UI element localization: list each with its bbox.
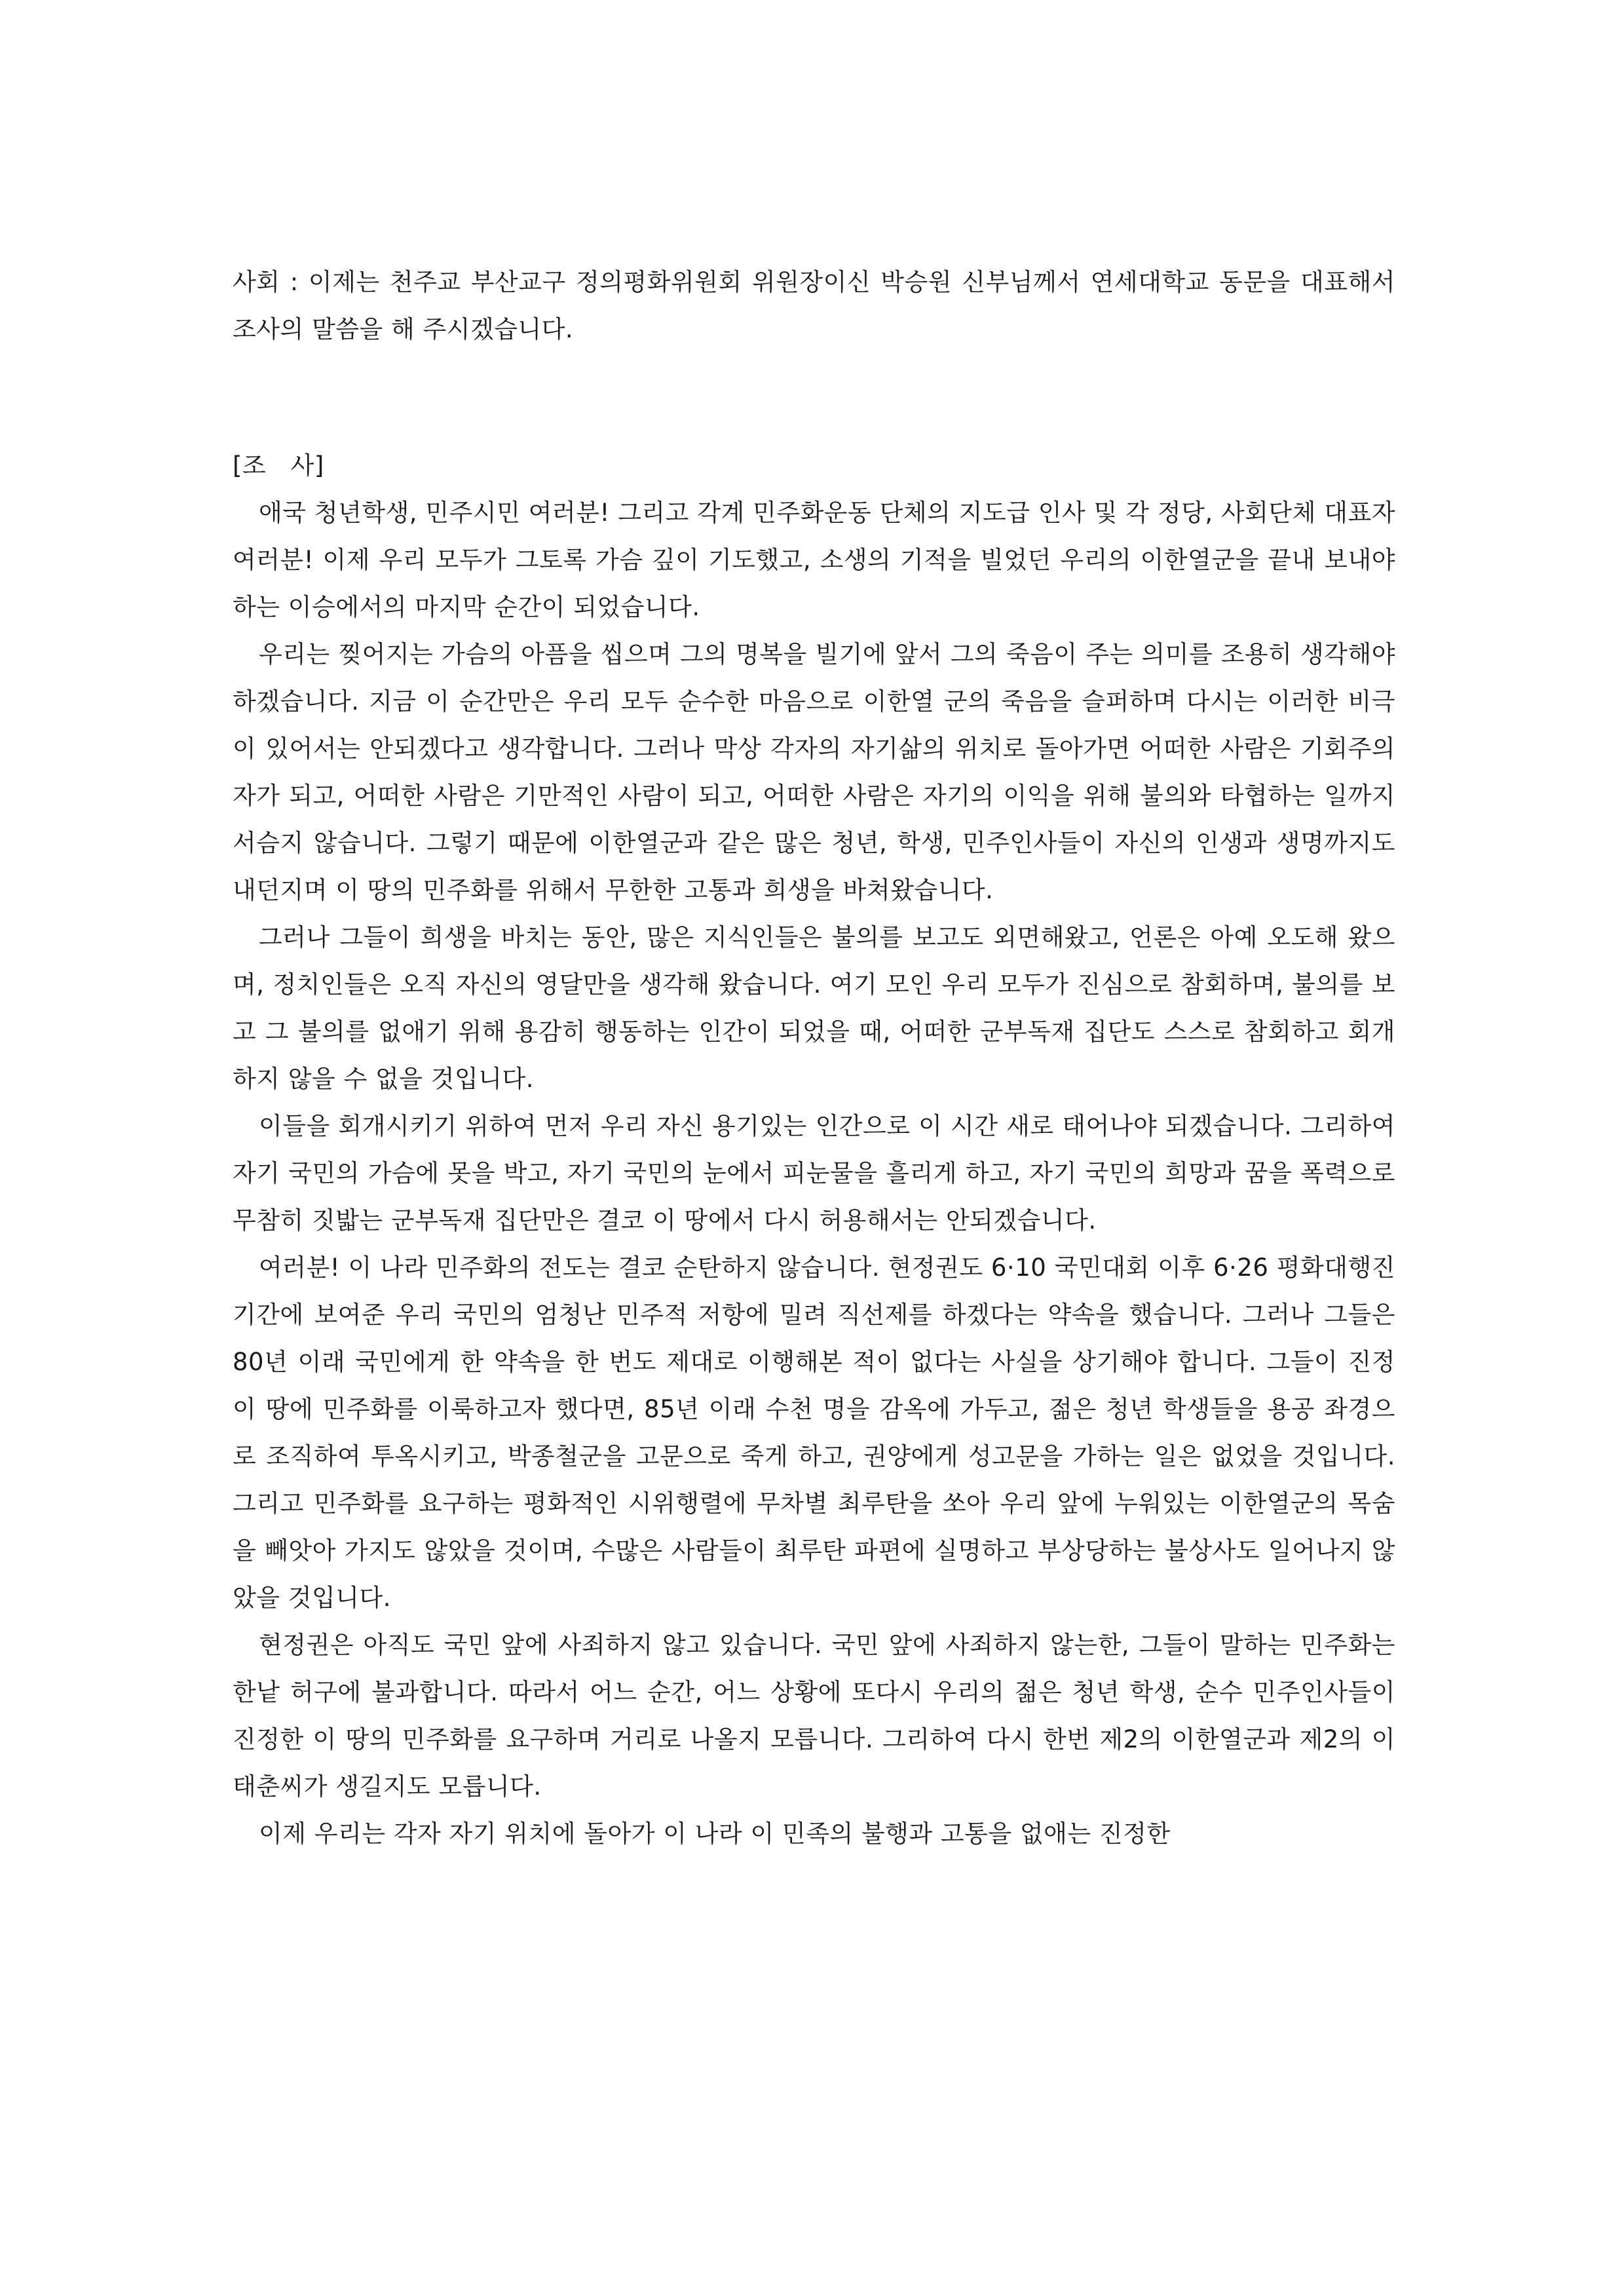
document-page <box>233 259 1395 1858</box>
section-spacer <box>233 353 1395 442</box>
body-paragraph-6: 현정권은 아직도 국민 앞에 사죄하지 않고 있습니다. 국민 앞에 사죄하지 않는한, 그들이 말하는 민주화는 한낱 허구에 불과합니다. 따라서 어느 순간, 어느 상황에 또다시 우리의 젊은 청년 학생, 순수 민주인사들이 진정한 이 땅의 민주화를 요구하며 거리로 나올지 모릅니다. 그리하여 다시 한번 제2의 이한열군과 제2의 이태춘씨가 생길지도 모릅니다. <box>233 1631 1395 1801</box>
body-paragraph-3: 그러나 그들이 희생을 바치는 동안, 많은 지식인들은 불의를 보고도 외면해왔고, 언론은 아예 오도해 왔으며, 정치인들은 오직 자신의 영달만을 생각해 왔습니다. 여기 모인 우리 모두가 진심으로 참회하며, 불의를 보고 그 불의를 없애기 위해 용감히 행동하는 인간이 되었을 때, 어떠한 군부독재 집단도 스스로 참회하고 회개하지 않을 수 없을 것입니다. <box>233 923 1395 1093</box>
body-paragraph-1: 애국 청년학생, 민주시민 여러분! 그리고 각계 민주화운동 단체의 지도급 인사 및 각 정당, 사회단체 대표자 여러분! 이제 우리 모두가 그토록 가슴 깊이 기도했고, 소생의 기적을 빌었던 우리의 이한열군을 끝내 보내야 하는 이승에서의 마지막 순간이 되었습니다. <box>233 499 1395 621</box>
body-paragraph-5: 여러분! 이 나라 민주화의 전도는 결코 순탄하지 않습니다. 현정권도 6·10 국민대회 이후 6·26 평화대행진 기간에 보여준 우리 국민의 엄청난 민주적 저항에 밀려 직선제를 하겠다는 약속을 했습니다. 그러나 그들은 80년 이래 국민에게 한 약속을 한 번도 제대로 이행해본 적이 없다는 사실을 상기해야 합니다. 그들이 진정 이 땅에 민주화를 이룩하고자 했다면, 85년 이래 수천 명을 감옥에 가두고, 젊은 청년 학생들을 용공 좌경으로 조직하여 투옥시키고, 박종철군을 고문으로 죽게 하고, 권양에게 성고문을 가하는 일은 없었을 것입니다. 그리고 민주화를 요구하는 평화적인 시위행렬에 무차별 최루탄을 쏘아 우리 앞에 누워있는 이한열군의 목숨을 빼앗아 가지도 않았을 것이며, 수많은 사람들이 최루탄 파편에 실명하고 부상당하는 불상사도 일어나지 않았을 것입니다. <box>233 1253 1395 1612</box>
body-paragraph-2: 우리는 찢어지는 가슴의 아픔을 씹으며 그의 명복을 빌기에 앞서 그의 죽음이 주는 의미를 조용히 생각해야 하겠습니다. 지금 이 순간만은 우리 모두 순수한 마음으로 이한열 군의 죽음을 슬퍼하며 다시는 이러한 비극이 있어서는 안되겠다고 생각합니다. 그러나 막상 각자의 자기삶의 위치로 돌아가면 어떠한 사람은 기회주의자가 되고, 어떠한 사람은 기만적인 사람이 되고, 어떠한 사람은 자기의 이익을 위해 불의와 타협하는 일까지 서슴지 않습니다. 그렇기 때문에 이한열군과 같은 많은 청년, 학생, 민주인사들이 자신의 인생과 생명까지도 내던지며 이 땅의 민주화를 위해서 무한한 고통과 희생을 바쳐왔습니다. <box>233 640 1395 904</box>
intro-paragraph: 사회 : 이제는 천주교 부산교구 정의평화위원회 위원장이신 박승원 신부님께서 연세대학교 동문을 대표해서 조사의 말씀을 해 주시겠습니다. <box>233 268 1395 343</box>
body-paragraph-7: 이제 우리는 각자 자기 위치에 돌아가 이 나라 이 민족의 불행과 고통을 없애는 진정한 <box>259 1820 1171 1848</box>
section-heading: [조 사] <box>233 451 324 480</box>
body-paragraph-4: 이들을 회개시키기 위하여 먼저 우리 자신 용기있는 인간으로 이 시간 새로 태어나야 되겠습니다. 그리하여 자기 국민의 가슴에 못을 박고, 자기 국민의 눈에서 피눈물을 흘리게 하고, 자기 국민의 희망과 꿈을 폭력으로 무참히 짓밟는 군부독재 집단만은 결코 이 땅에서 다시 허용해서는 안되겠습니다. <box>233 1112 1395 1234</box>
